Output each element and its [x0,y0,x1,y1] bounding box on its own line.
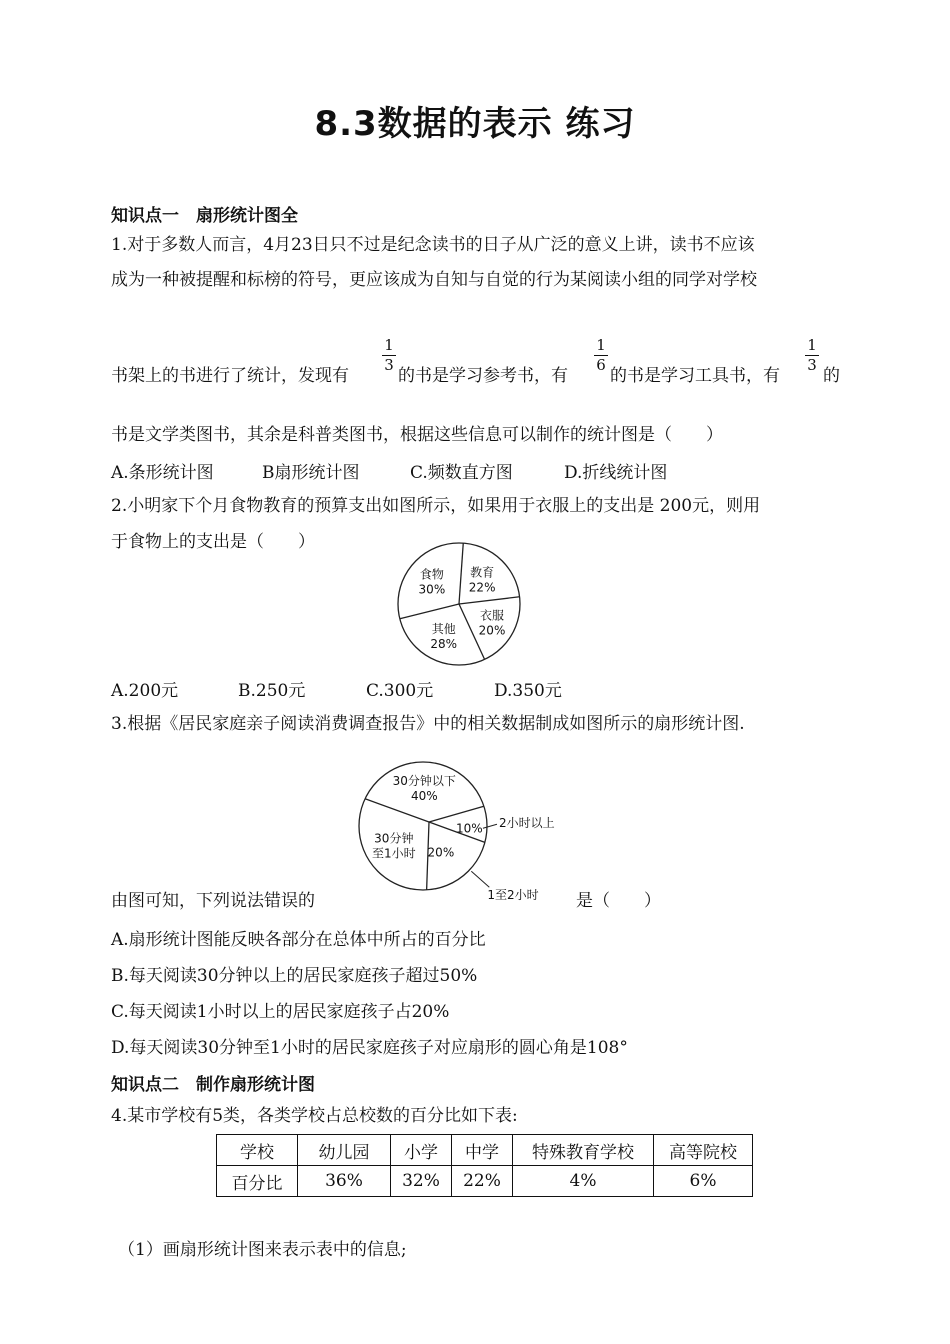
pie1-slice-value: 22% [468,580,496,595]
q1-line-1: 1.对于多数人而言，4月23日只不过是纪念读书的日子从广泛的意义上讲，读书不应该 [111,235,755,255]
q4-sub-question-1: （1）画扇形统计图来表示表中的信息; [118,1240,407,1260]
fraction-2-numerator: 1 [596,336,606,354]
q3-option-c: C.每天阅读1小时以上的居民家庭孩子占20% [111,1002,450,1022]
fraction-3-denominator: 3 [807,356,817,374]
table-cell: 百分比 [217,1166,298,1197]
pie2-slice-value: 20% [427,845,455,860]
school-percentage-table [216,1134,753,1197]
q2-line-2: 于食物上的支出是（ ） [111,532,315,552]
q4-line-1: 4.某市学校有5类，各类学校占总校数的百分比如下表: [111,1106,518,1126]
pie1-slice-label: 其他 [431,621,456,636]
q1-line-3b: 的书是学习参考书，有 [398,366,568,386]
pie2-slice-value: 10% [456,821,483,836]
pie2-slice-label: 2小时以上 [498,816,555,831]
q1-option-b: B扇形统计图 [262,463,360,483]
section-heading-1: 知识点一 扇形统计图全 [111,206,298,226]
q1-line-4: 书是文学类图书，其余是科普类图书，根据这些信息可以制作的统计图是（ ） [111,425,723,445]
table-header-row [217,1135,753,1166]
pie2-slice-label: 30分钟 [374,831,414,846]
pie-chart-reading [355,752,575,902]
pie1-slice-boundary [459,597,520,604]
pie1-slice-label: 衣服 [480,608,505,623]
q2-option-d: D.350元 [494,681,562,701]
table-header-cell: 高等院校 [654,1135,753,1166]
pie1-slice-value: 20% [478,623,506,638]
pie1-slice-label: 食物 [419,567,444,582]
q1-option-c: C.频数直方图 [410,463,513,483]
table-cell: 22% [452,1166,513,1197]
section-heading-2: 知识点二 制作扇形统计图 [111,1075,315,1095]
pie2-slice-value: 40% [410,788,438,803]
pie1-slice-label: 教育 [470,565,495,580]
fraction-2 [594,337,608,374]
pie2-leader-line [483,824,497,828]
q2-line-1: 2.小明家下个月食物教育的预算支出如图所示，如果用于衣服上的支出是 200元，则用 [111,496,761,516]
table-row [217,1166,753,1197]
fraction-1-numerator: 1 [384,336,394,354]
q1-option-a: A.条形统计图 [111,463,214,483]
fraction-1 [382,337,396,374]
fraction-2-denominator: 6 [596,356,606,374]
fraction-3-numerator: 1 [807,336,817,354]
q1-line-3a: 书架上的书进行了统计，发现有 [111,366,349,386]
table-header-cell: 特殊教育学校 [513,1135,654,1166]
table-header-cell: 中学 [452,1135,513,1166]
q1-line-3c: 的书是学习工具书，有 [610,366,780,386]
table-cell: 32% [391,1166,452,1197]
pie2-slice-label: 至1小时 [371,846,416,861]
q3-line-2b: 是（ ） [576,891,661,911]
pie1-slice-value: 28% [430,636,458,651]
q3-option-a: A.扇形统计图能反映各部分在总体中所占的百分比 [111,930,486,950]
q1-line-3d: 的 [823,366,840,386]
q3-line-2a: 由图可知，下列说法错误的 [111,891,315,911]
q2-option-b: B.250元 [238,681,306,701]
pie2-slice-label: 1至2小时 [487,888,539,902]
q3-line-1: 3.根据《居民家庭亲子阅读消费调查报告》中的相关数据制成如图所示的扇形统计图. [111,714,745,734]
table-header-cell: 学校 [217,1135,298,1166]
pie2-slice-label: 30分钟以下 [392,773,456,788]
page-title: 8.3数据的表示 练习 [314,104,636,144]
pie2-slice-boundary [429,806,484,822]
pie1-slice-value: 30% [418,582,446,597]
pie2-leader-line [471,871,489,887]
pie1-slice-boundary [459,543,463,604]
fraction-3 [805,337,819,374]
table-cell: 36% [298,1166,391,1197]
table-header-cell: 小学 [391,1135,452,1166]
pie1-slice-boundary [400,604,459,619]
fraction-1-denominator: 3 [384,356,394,374]
q1-line-2: 成为一种被提醒和标榜的符号，更应该成为自知与自觉的行为某阅读小组的同学对学校 [111,270,757,290]
q1-option-d: D.折线统计图 [564,463,668,483]
table-header-cell: 幼儿园 [298,1135,391,1166]
q3-option-d: D.每天阅读30分钟至1小时的居民家庭孩子对应扇形的圆心角是108° [111,1038,628,1058]
table-cell: 6% [654,1166,753,1197]
table-cell: 4% [513,1166,654,1197]
q2-option-a: A.200元 [111,681,179,701]
q2-option-c: C.300元 [366,681,434,701]
pie-chart-budget [393,540,533,670]
q3-option-b: B.每天阅读30分钟以上的居民家庭孩子超过50% [111,966,478,986]
